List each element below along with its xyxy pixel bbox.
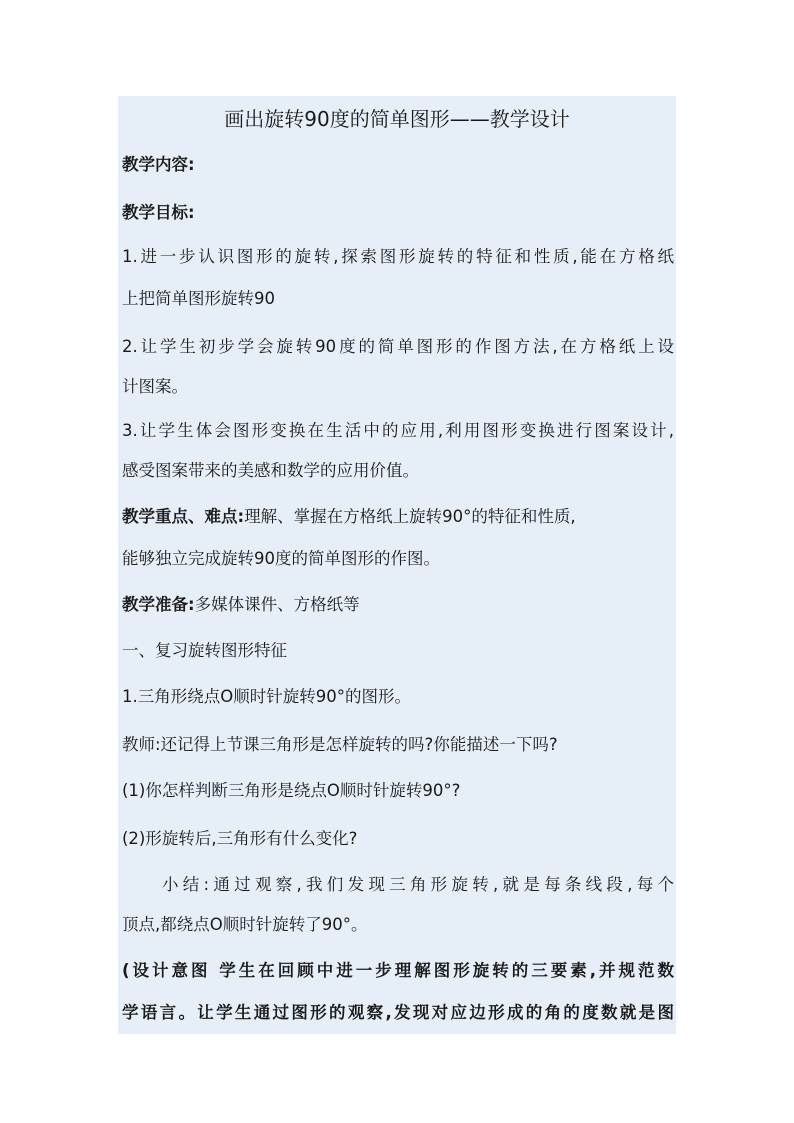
- key-points-line-1: [122, 506, 674, 528]
- section-1-heading: 一、复习旋转图形特征: [122, 641, 287, 660]
- document-title: 画出旋转90度的简单图形——教学设计: [224, 107, 570, 131]
- content-label: 教学内容:: [122, 155, 195, 174]
- question-2: (2)形旋转后,三角形有什么变化?: [122, 829, 358, 848]
- key-points-label: 教学重点、难点:: [122, 507, 245, 526]
- preparation-label: 教学准备:: [122, 595, 195, 614]
- goal-2-line-1: 2.让学生初步学会旋转90度的简单图形的作图方法,在方格纸上设: [122, 337, 674, 356]
- goals-label: 教学目标:: [122, 203, 195, 222]
- document-page: [118, 96, 676, 1034]
- goal-2-line-2: 计图案。: [122, 377, 188, 396]
- summary-line-1: 小结:通过观察,我们发现三角形旋转,就是每条线段,每个: [162, 875, 674, 894]
- question-1: (1)你怎样判断三角形是绕点O顺时针旋转90°?: [122, 781, 461, 800]
- review-item-1: 1.三角形绕点O顺时针旋转90°的图形。: [122, 687, 411, 706]
- goal-1-line-2: 上把简单图形旋转90: [122, 289, 275, 308]
- goal-3-line-2: 感受图案带来的美感和数学的应用价值。: [122, 461, 419, 480]
- teacher-question: 教师:还记得上节课三角形是怎样旋转的吗?你能描述一下吗?: [122, 735, 558, 754]
- goal-1-line-1: 1.进一步认识图形的旋转,探索图形旋转的特征和性质,能在方格纸: [122, 247, 674, 266]
- summary-line-2: 顶点,都绕点O顺时针旋转了90°。: [122, 915, 368, 934]
- goal-3-line-1: 3.让学生体会图形变换在生活中的应用,利用图形变换进行图案设计,: [122, 421, 674, 440]
- key-points-line-2: 能够独立完成旋转90度的简单图形的作图。: [122, 549, 440, 568]
- design-intent-line-1: (设计意图 学生在回顾中进一步理解图形旋转的三要素,并规范数: [122, 961, 674, 980]
- key-points-text: 理解、掌握在方格纸上旋转90°的特征和性质,: [244, 507, 576, 526]
- preparation-text: 多媒体课件、方格纸等: [194, 595, 360, 614]
- preparation-line: [122, 594, 674, 616]
- design-intent-line-2: 学语言。让学生通过图形的观察,发现对应边形成的角的度数就是图: [122, 1003, 674, 1022]
